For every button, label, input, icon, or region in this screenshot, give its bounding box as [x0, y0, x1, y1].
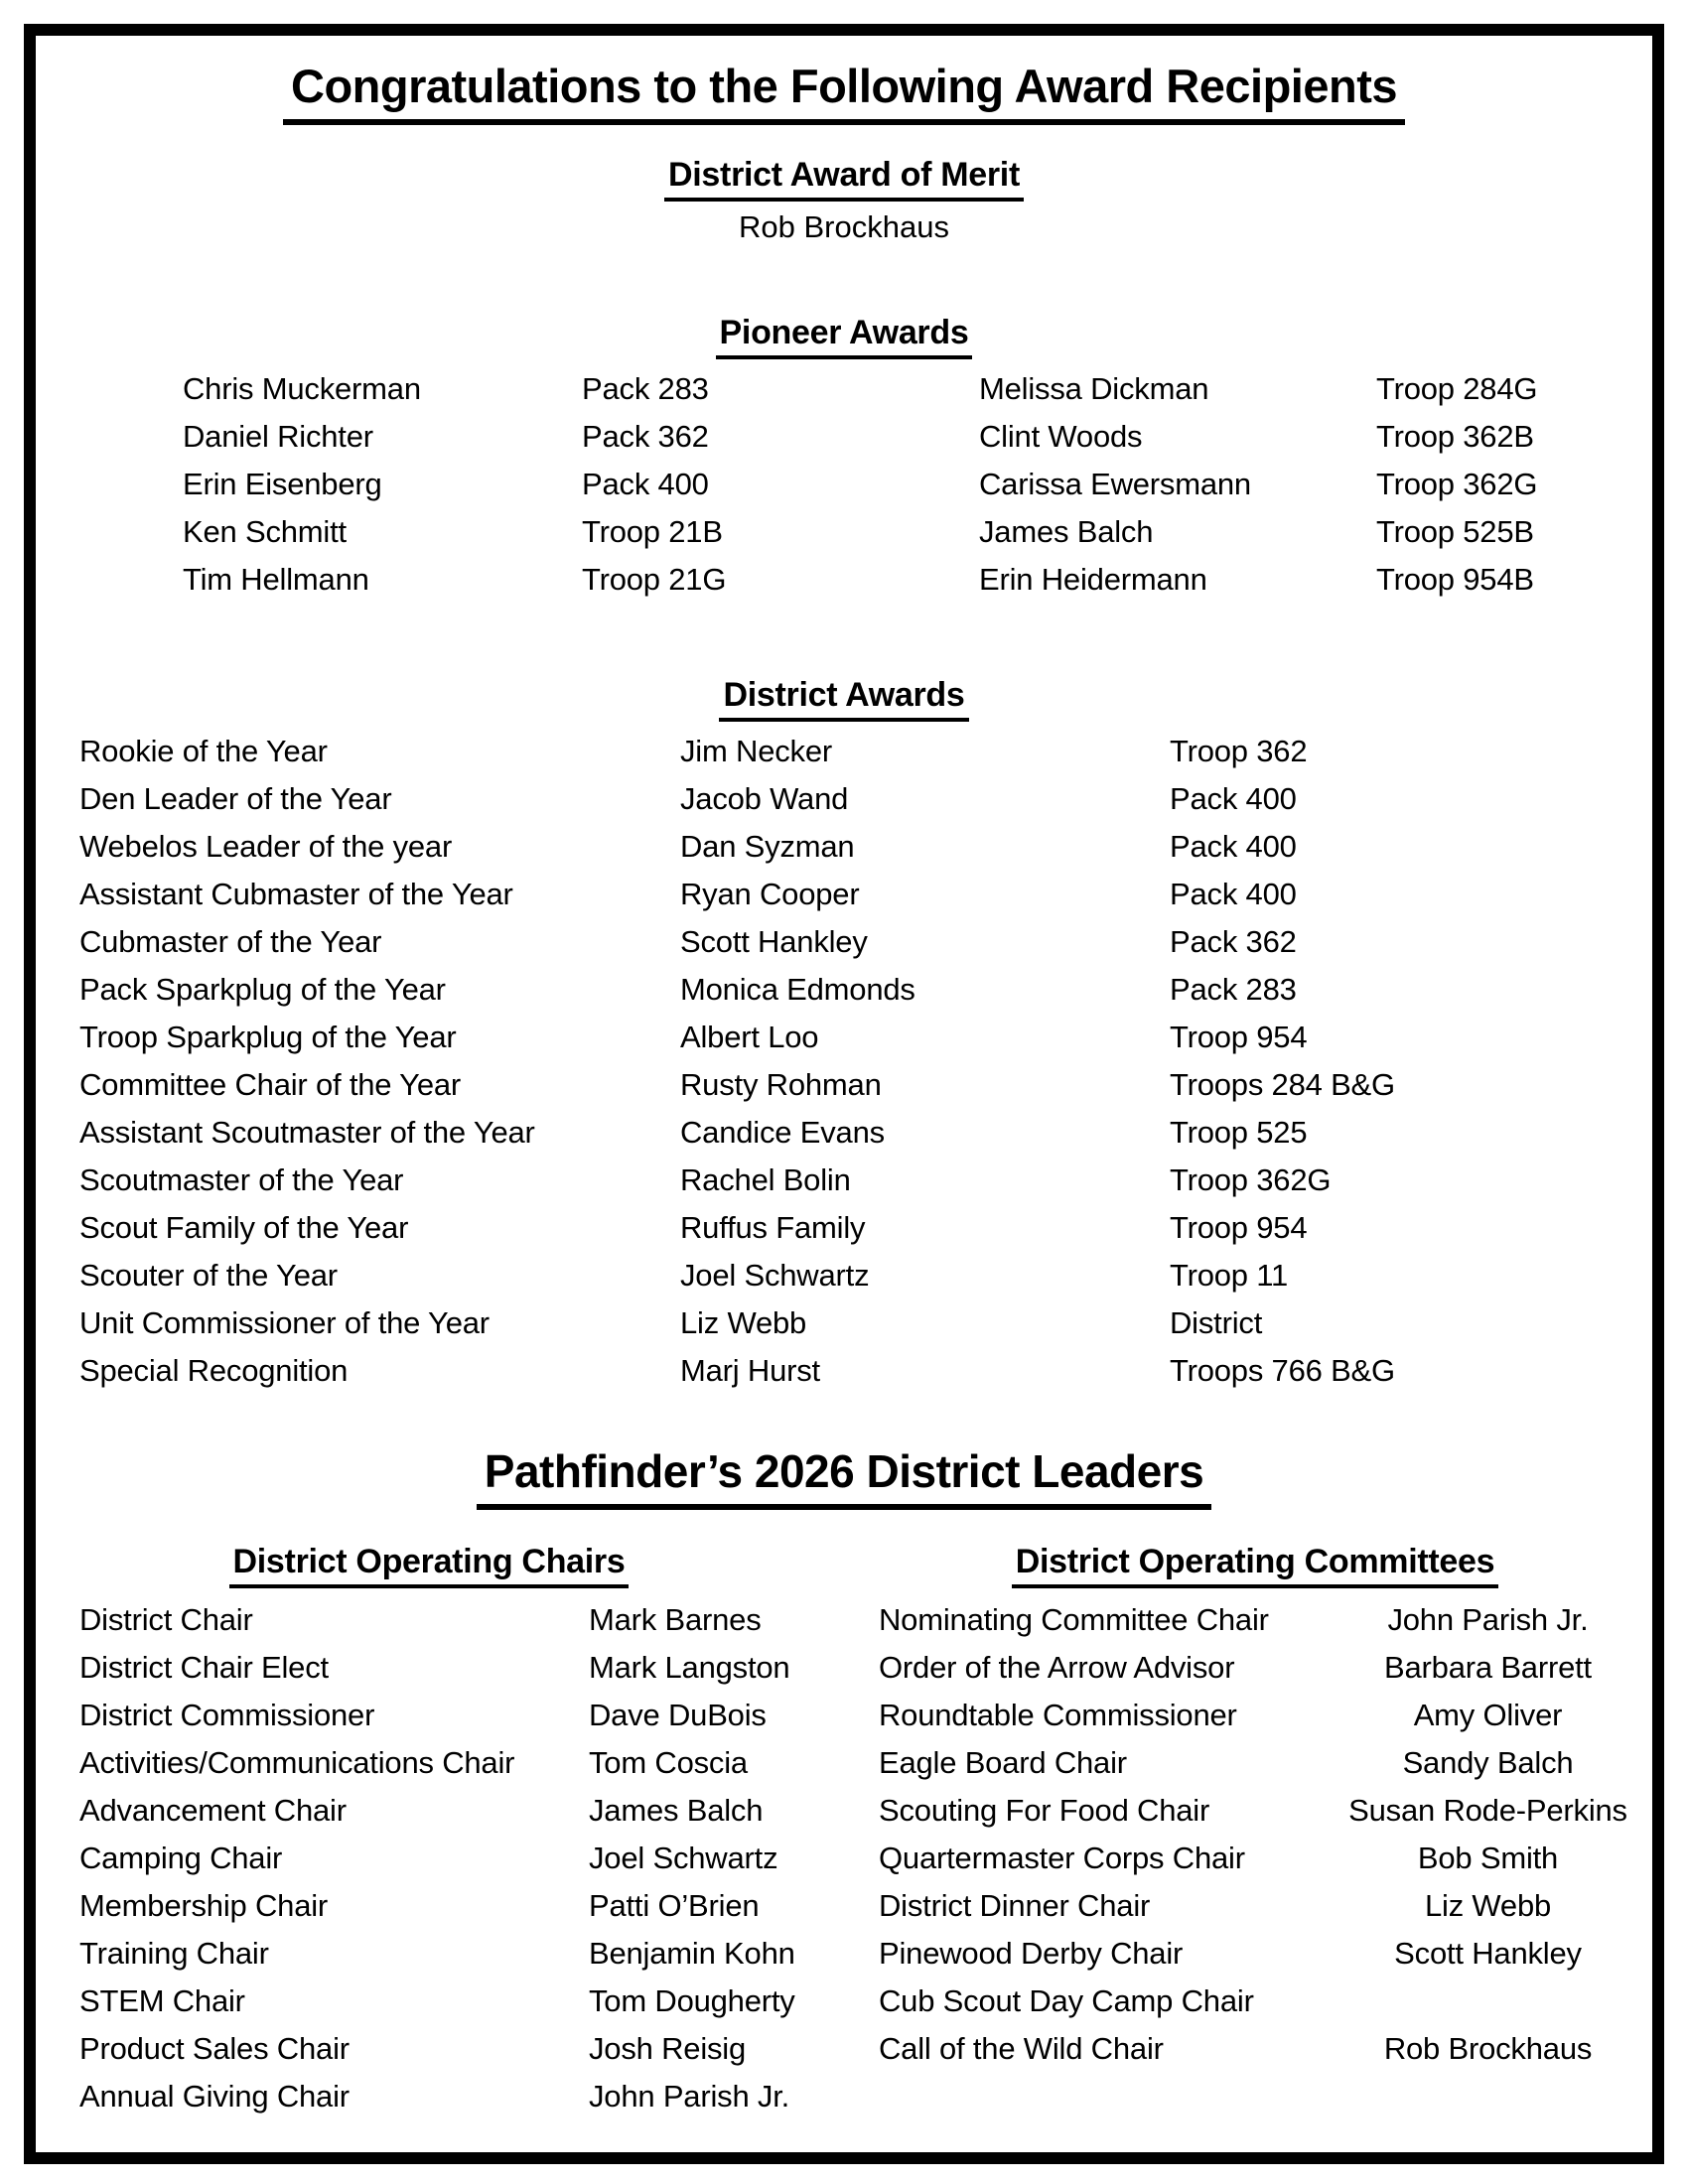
unit: Troops 766 B&G: [1170, 1353, 1395, 1388]
chair-row: [36, 1739, 822, 1787]
merit-heading-container: [36, 155, 1652, 202]
chair-row: [36, 1596, 822, 1644]
committee-row: [822, 1739, 1652, 1787]
unit: Troop 954B: [1376, 562, 1534, 597]
unit: Troop 362: [1170, 734, 1308, 768]
award-row: [36, 1061, 1652, 1109]
award-title: Rookie of the Year: [79, 734, 328, 768]
person-name: Barbara Barrett: [1384, 1650, 1592, 1685]
recipient-name: Carissa Ewersmann: [979, 467, 1251, 501]
pioneer-row: [36, 461, 1652, 508]
person-name: Dave DuBois: [589, 1698, 767, 1732]
recipient-name: Marj Hurst: [680, 1353, 820, 1388]
chair-row: [36, 2073, 822, 2120]
unit: Pack 400: [1170, 781, 1297, 816]
person-name: Scott Hankley: [1394, 1936, 1582, 1971]
chairs-heading: District Operating Chairs: [229, 1542, 630, 1588]
pioneer-heading-container: [36, 313, 1652, 359]
recipient-name: Daniel Richter: [183, 419, 373, 454]
chairs-heading-container: [36, 1542, 822, 1588]
committees-heading: District Operating Committees: [1012, 1542, 1499, 1588]
recipient-name: Erin Heidermann: [979, 562, 1207, 597]
committee-row: [822, 1596, 1652, 1644]
recipient-name: Jim Necker: [680, 734, 833, 768]
chair-row: [36, 1882, 822, 1930]
recipient-name: Rachel Bolin: [680, 1162, 851, 1197]
recipient-name: Ken Schmitt: [183, 514, 347, 549]
person-name: John Parish Jr.: [589, 2079, 790, 2114]
committee-row: [822, 1692, 1652, 1739]
role: Cub Scout Day Camp Chair: [879, 1983, 1254, 2018]
unit: Troop 284G: [1376, 371, 1538, 406]
role: Scouting For Food Chair: [879, 1793, 1210, 1828]
person-name: Benjamin Kohn: [589, 1936, 795, 1971]
district-awards-heading-container: [36, 675, 1652, 722]
unit: Troop 362B: [1376, 419, 1534, 454]
unit: Troop 362G: [1170, 1162, 1332, 1197]
role: Roundtable Commissioner: [879, 1698, 1237, 1732]
award-row: [36, 728, 1652, 775]
pioneer-row: [36, 413, 1652, 461]
pioneer-row: [36, 508, 1652, 556]
recipient-name: Chris Muckerman: [183, 371, 421, 406]
award-title: Scout Family of the Year: [79, 1210, 409, 1245]
pioneer-row: [36, 556, 1652, 604]
leaders-columns: [36, 1542, 1652, 2120]
recipient-name: Erin Eisenberg: [183, 467, 382, 501]
page-border: [24, 24, 1664, 2164]
award-row: [36, 871, 1652, 918]
person-name: Sandy Balch: [1402, 1745, 1574, 1780]
unit: Troop 11: [1170, 1258, 1289, 1293]
unit: Pack 400: [1170, 877, 1297, 911]
award-title: Assistant Scoutmaster of the Year: [79, 1115, 535, 1150]
person-name: [1324, 1978, 1652, 2025]
chair-row: [36, 2025, 822, 2073]
role: Training Chair: [79, 1936, 269, 1971]
award-title: Troop Sparkplug of the Year: [79, 1020, 457, 1054]
person-name: James Balch: [589, 1793, 764, 1828]
award-title: Scouter of the Year: [79, 1258, 338, 1293]
chair-row: [36, 1692, 822, 1739]
role: District Commissioner: [79, 1698, 375, 1732]
merit-heading: District Award of Merit: [664, 155, 1024, 202]
unit: Pack 362: [582, 419, 709, 454]
award-row: [36, 1347, 1652, 1395]
unit: Troops 284 B&G: [1170, 1067, 1395, 1102]
district-awards-table: [36, 728, 1652, 1395]
chair-row: [36, 1644, 822, 1692]
chair-row: [36, 1930, 822, 1978]
role: Nominating Committee Chair: [879, 1602, 1269, 1637]
committees-heading-container: [822, 1542, 1652, 1588]
award-row: [36, 1204, 1652, 1252]
role: Quartermaster Corps Chair: [879, 1841, 1245, 1875]
person-name: Tom Dougherty: [589, 1983, 795, 2018]
award-title: Special Recognition: [79, 1353, 349, 1388]
person-name: Amy Oliver: [1413, 1698, 1563, 1732]
award-row: [36, 1252, 1652, 1299]
award-title: Assistant Cubmaster of the Year: [79, 877, 513, 911]
unit: District: [1170, 1305, 1263, 1340]
chairs-table: [36, 1596, 822, 2120]
person-name: Bob Smith: [1417, 1841, 1559, 1875]
unit: Pack 283: [1170, 972, 1297, 1007]
recipient-name: Clint Woods: [979, 419, 1143, 454]
role: STEM Chair: [79, 1983, 245, 2018]
unit: Troop 21B: [582, 514, 723, 549]
chair-row: [36, 1978, 822, 2025]
unit: Troop 954: [1170, 1020, 1308, 1054]
recipient-name: Ryan Cooper: [680, 877, 860, 911]
leaders-heading: Pathfinder’s 2026 District Leaders: [477, 1444, 1211, 1510]
award-row: [36, 823, 1652, 871]
recipient-name: Candice Evans: [680, 1115, 885, 1150]
unit: Troop 362G: [1376, 467, 1538, 501]
role: Activities/Communications Chair: [79, 1745, 515, 1780]
award-title: Scoutmaster of the Year: [79, 1162, 404, 1197]
recipient-name: Jacob Wand: [680, 781, 849, 816]
award-row: [36, 1109, 1652, 1157]
unit: Pack 400: [1170, 829, 1297, 864]
award-row: [36, 1299, 1652, 1347]
recipient-name: Albert Loo: [680, 1020, 819, 1054]
committee-row: [822, 1787, 1652, 1835]
page-title: Congratulations to the Following Award Recipients: [283, 60, 1405, 125]
recipient-name: Rusty Rohman: [680, 1067, 882, 1102]
role: Pinewood Derby Chair: [879, 1936, 1184, 1971]
committee-row: [822, 1644, 1652, 1692]
committee-row: [822, 2025, 1652, 2073]
unit: Troop 954: [1170, 1210, 1308, 1245]
committee-row: [822, 1835, 1652, 1882]
award-title: Committee Chair of the Year: [79, 1067, 462, 1102]
award-title: Cubmaster of the Year: [79, 924, 382, 959]
person-name: Mark Langston: [589, 1650, 790, 1685]
chair-row: [36, 1835, 822, 1882]
recipient-name: Monica Edmonds: [680, 972, 915, 1007]
committees-table: [822, 1596, 1652, 2073]
person-name: John Parish Jr.: [1387, 1602, 1589, 1637]
role: District Dinner Chair: [879, 1888, 1151, 1923]
person-name: Patti O’Brien: [589, 1888, 760, 1923]
person-name: Susan Rode-Perkins: [1348, 1793, 1627, 1828]
award-title: Den Leader of the Year: [79, 781, 392, 816]
role: Eagle Board Chair: [879, 1745, 1127, 1780]
person-name: Liz Webb: [1424, 1888, 1552, 1923]
role: Advancement Chair: [79, 1793, 347, 1828]
pioneer-table: [36, 365, 1652, 604]
recipient-name: Tim Hellmann: [183, 562, 369, 597]
role: Call of the Wild Chair: [879, 2031, 1164, 2066]
award-title: Pack Sparkplug of the Year: [79, 972, 446, 1007]
recipient-name: Liz Webb: [680, 1305, 807, 1340]
person-name: Joel Schwartz: [589, 1841, 778, 1875]
unit: Troop 525: [1170, 1115, 1308, 1150]
role: Membership Chair: [79, 1888, 329, 1923]
person-name: Josh Reisig: [589, 2031, 747, 2066]
recipient-name: Ruffus Family: [680, 1210, 866, 1245]
committee-row: [822, 1882, 1652, 1930]
operating-committees-column: [822, 1542, 1652, 2073]
merit-recipient: Rob Brockhaus: [739, 209, 949, 244]
leaders-heading-container: [36, 1444, 1652, 1510]
award-row: [36, 966, 1652, 1014]
award-row: [36, 1014, 1652, 1061]
person-name: Tom Coscia: [589, 1745, 748, 1780]
recipient-name: Melissa Dickman: [979, 371, 1209, 406]
unit: Pack 362: [1170, 924, 1297, 959]
person-name: Mark Barnes: [589, 1602, 762, 1637]
role: District Chair: [79, 1602, 253, 1637]
committee-row: [822, 1978, 1652, 2025]
award-row: [36, 918, 1652, 966]
role: Order of the Arrow Advisor: [879, 1650, 1235, 1685]
award-row: [36, 775, 1652, 823]
award-title: Unit Commissioner of the Year: [79, 1305, 490, 1340]
unit: Troop 21G: [582, 562, 727, 597]
recipient-name: James Balch: [979, 514, 1154, 549]
person-name: Rob Brockhaus: [1383, 2031, 1593, 2066]
district-awards-heading: District Awards: [719, 675, 968, 722]
chair-row: [36, 1787, 822, 1835]
unit: Pack 283: [582, 371, 709, 406]
role: Camping Chair: [79, 1841, 283, 1875]
recipient-name: Scott Hankley: [680, 924, 868, 959]
award-title: Webelos Leader of the year: [79, 829, 453, 864]
unit: Troop 525B: [1376, 514, 1534, 549]
recipient-name: Joel Schwartz: [680, 1258, 870, 1293]
unit: Pack 400: [582, 467, 709, 501]
role: Product Sales Chair: [79, 2031, 350, 2066]
title-container: [36, 60, 1652, 125]
role: District Chair Elect: [79, 1650, 329, 1685]
committee-row: [822, 1930, 1652, 1978]
award-row: [36, 1157, 1652, 1204]
pioneer-heading: Pioneer Awards: [716, 313, 973, 359]
pioneer-row: [36, 365, 1652, 413]
operating-chairs-column: [36, 1542, 822, 2120]
role: Annual Giving Chair: [79, 2079, 350, 2114]
recipient-name: Dan Syzman: [680, 829, 855, 864]
